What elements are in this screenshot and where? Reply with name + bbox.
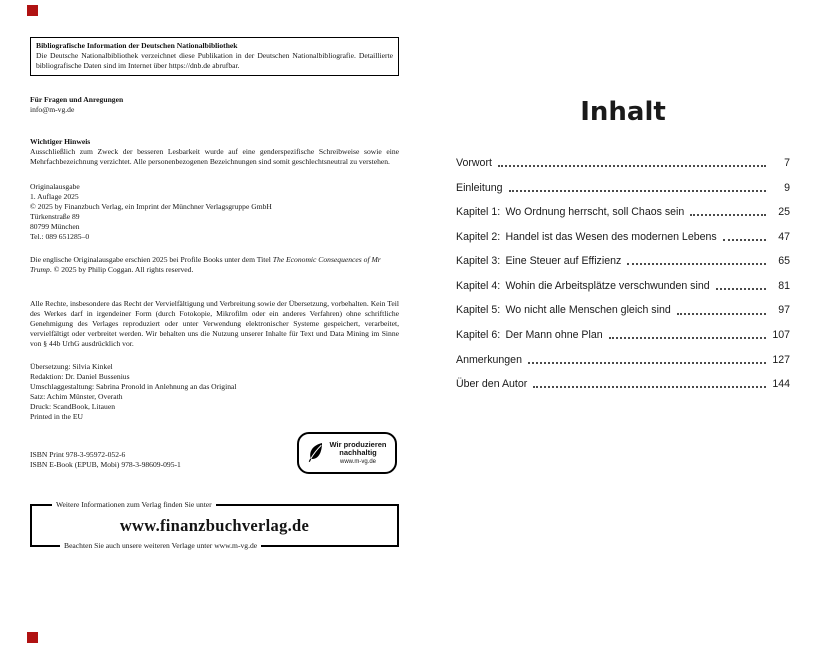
toc-entry (456, 378, 790, 390)
original-note-post: . © 2025 by Philip Coggan. All rights reserved. (49, 265, 194, 275)
dnb-body: Die Deutsche Nationalbibliothek verzeichnet diese Publikation in der Deutschen Nationalbibliografie. Detaillierte bibliografische Daten sind im Internet über https://dnb.de abrufbar. (36, 51, 393, 71)
toc-entry-label: Vorwort (456, 157, 492, 169)
toc-entry-label: Kapitel 4: Wohin die Arbeitsplätze verschwunden sind (456, 279, 710, 292)
original-edition-note (30, 255, 399, 275)
publisher-info-box (30, 500, 399, 551)
original-note-pre: Die englische Originalausgabe erschien 2025 bei Profile Books unter dem Titel (30, 255, 273, 265)
dot-leader (723, 239, 766, 241)
toc-entry-page: 7 (784, 157, 790, 169)
dnb-title: Bibliografische Information der Deutschen Nationalbibliothek (36, 41, 238, 50)
toc-entry-label: Über den Autor (456, 378, 528, 391)
edition-line: © 2025 by Finanzbuch Verlag, ein Imprint der Münchner Verlagsgruppe GmbH (30, 202, 272, 212)
toc-entry-page: 97 (778, 304, 790, 317)
toc-entry (456, 206, 790, 218)
dot-leader (509, 190, 766, 192)
toc-entry (456, 329, 790, 341)
badge-line-2: nachhaltig (339, 448, 377, 458)
red-marker-top (27, 5, 38, 16)
toc-entry-page: 107 (772, 328, 790, 341)
toc-entry-label: Einleitung (456, 181, 503, 194)
leaf-icon (307, 440, 325, 467)
badge-line-1: Wir produzieren (329, 439, 387, 449)
isbn-print: ISBN Print 978-3-95972-052-6 (30, 450, 126, 460)
toc-title: Inhalt (580, 97, 666, 127)
dot-leader (716, 288, 766, 290)
publisher-box-bottom-label: Beachten Sie auch unsere weiteren Verlage unter www.m-vg.de (60, 541, 261, 551)
credit-line: Druck: ScandBook, Litauen (30, 402, 115, 412)
toc-entry-label: Kapitel 3: Eine Steuer auf Effizienz (456, 255, 622, 268)
toc-entry (456, 255, 790, 267)
edition-line: Tel.: 089 651285–0 (30, 232, 90, 242)
sustainability-badge (297, 432, 397, 474)
toc-entry-label: Kapitel 5: Wo nicht alle Menschen gleich sind (456, 304, 671, 317)
toc-entry-page: 9 (784, 181, 790, 194)
edition-line: 80799 München (30, 222, 80, 232)
notice-title: Wichtiger Hinweis (30, 137, 91, 147)
toc-entry (456, 157, 790, 169)
credits-block (30, 362, 399, 422)
toc-entry (456, 182, 790, 194)
credit-line: Redaktion: Dr. Daniel Bussenius (30, 372, 130, 382)
dot-leader (609, 337, 766, 339)
badge-url: www.m-vg.de (339, 459, 376, 466)
original-title: The Economic Consequences of Mr Trump (30, 255, 381, 275)
dnb-info-box (30, 37, 399, 76)
dot-leader (627, 263, 766, 265)
toc-entry-page: 81 (778, 279, 790, 292)
toc-entry (456, 231, 790, 243)
dot-leader (498, 165, 766, 167)
dot-leader (528, 362, 766, 364)
toc-entry-label: Kapitel 2: Handel ist das Wesen des modernen Lebens (456, 230, 717, 243)
contact-email: info@m-vg.de (30, 105, 75, 115)
rights-paragraph: Alle Rechte, insbesondere das Recht der Vervielfältigung und Verbreitung sowie der Übersetzung, vorbehalten. Kein Teil des Werkes darf in irgendeiner Form (durch Fotokopie, Mikrofilm oder ein anderes Verfahren) ohne schriftliche Genehmigung des Verlages reproduziert oder unter Verwendung elektronischer Systeme gespeichert, verarbeitet, vervielfältigt oder verbreitet werden. Wir behalten uns die Nutzung unserer Inhalte für Text und Data Mining im Sinne von § 44b UrhG ausdrücklich vor. (30, 299, 399, 349)
toc-entry (456, 354, 790, 366)
contact-block (30, 95, 399, 115)
sustainability-badge-text (329, 441, 386, 466)
contact-title: Für Fragen und Anregungen (30, 95, 124, 105)
toc-entry-label: Kapitel 6: Der Mann ohne Plan (456, 328, 603, 341)
toc-entry-page: 127 (772, 353, 790, 366)
edition-line: Türkenstraße 89 (30, 212, 80, 222)
imprint-page (30, 37, 399, 551)
publisher-box-top-label: Weitere Informationen zum Verlag finden Sie unter (52, 500, 216, 510)
edition-line: 1. Auflage 2025 (30, 192, 79, 202)
dot-leader (690, 214, 766, 216)
isbn-ebook: ISBN E-Book (EPUB, Mobi) 978-3-98609-095-1 (30, 460, 181, 470)
edition-line: Originalausgabe (30, 182, 80, 192)
dot-leader (533, 386, 766, 388)
toc-entry-page: 47 (778, 230, 790, 243)
red-marker-bottom (27, 632, 38, 643)
toc-entry-label: Kapitel 1: Wo Ordnung herrscht, soll Chaos sein (456, 206, 685, 219)
notice-body: Ausschließlich zum Zweck der besseren Lesbarkeit wurde auf eine genderspezifische Schreibweise sowie eine Mehrfachbezeichnung verzichtet. Alle personenbezogenen Bezeichnungen sind somit geschlechtsneutral zu verstehen. (30, 147, 399, 167)
credit-line: Umschlaggestaltung: Sabrina Pronold in Anlehnung an das Original (30, 382, 237, 392)
toc-entry-page: 144 (772, 378, 790, 391)
toc-entry-page: 65 (778, 255, 790, 268)
notice-block (30, 137, 399, 167)
toc-entry (456, 304, 790, 316)
edition-block (30, 182, 399, 242)
toc-list (456, 157, 790, 390)
credit-line: Satz: Achim Münster, Overath (30, 392, 123, 402)
toc-page (456, 97, 790, 403)
credit-line: Übersetzung: Silvia Kinkel (30, 362, 113, 372)
toc-entry (456, 280, 790, 292)
credit-line: Printed in the EU (30, 412, 83, 422)
isbn-block (30, 439, 399, 488)
publisher-url: www.finanzbuchverlag.de (119, 516, 310, 536)
toc-entry-page: 25 (778, 206, 790, 219)
dot-leader (677, 313, 766, 315)
toc-entry-label: Anmerkungen (456, 353, 522, 366)
